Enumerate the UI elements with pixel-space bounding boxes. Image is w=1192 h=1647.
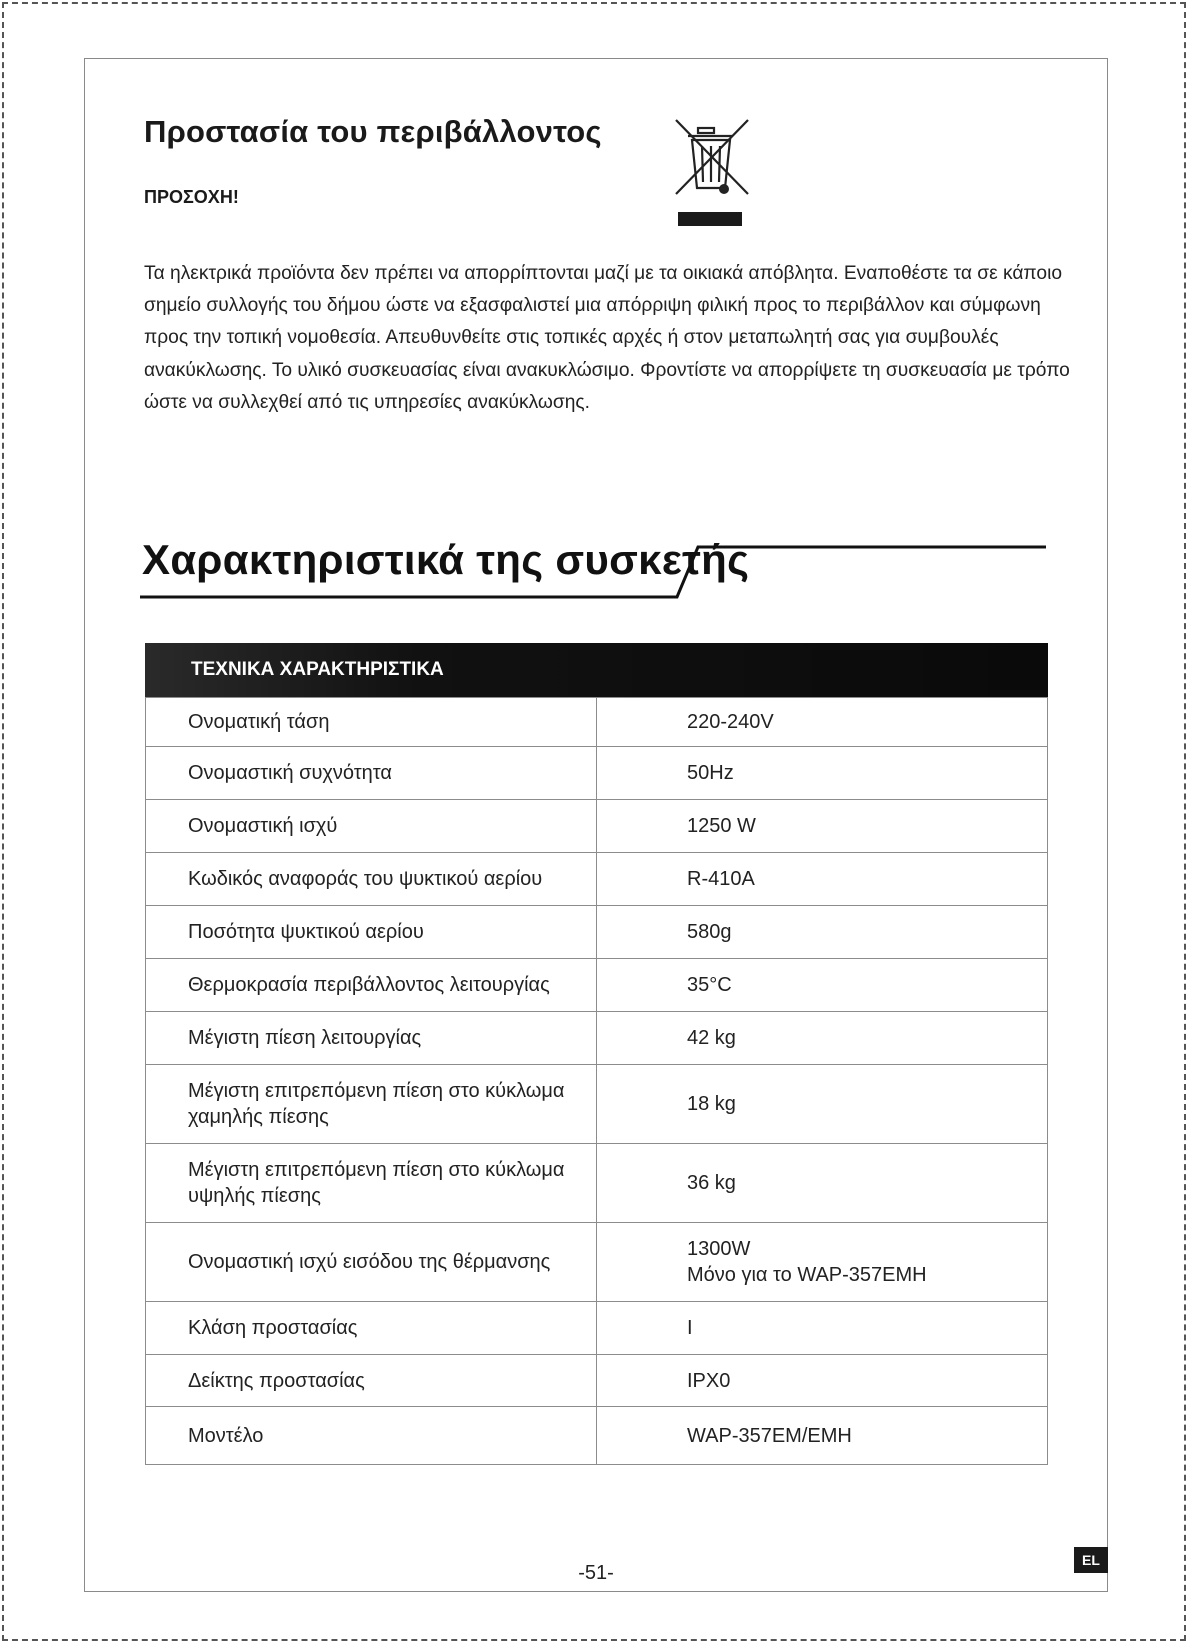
table-row (146, 1065, 1048, 1144)
row-value: 36 kg (597, 1144, 1048, 1223)
row-value: 42 kg (597, 1012, 1048, 1065)
caution-label: ΠΡΟΣΟΧΗ! (144, 187, 239, 207)
row-value: R-410A (597, 853, 1048, 906)
row-value: WAP-357EM/EMH (597, 1407, 1048, 1465)
row-value: IPX0 (597, 1355, 1048, 1407)
row-value-note: Μόνο για το WAP-357EMH (687, 1264, 927, 1286)
specs-table-header: ΤΕΧΝΙΚΑ ΧΑΡΑΚΤΗΡΙΣΤΙΚΑ (145, 643, 1048, 697)
environment-heading: Προστασία του περιβάλλοντος (144, 114, 602, 149)
row-label: Θερμοκρασία περιβάλλοντος λειτουργίας (146, 959, 597, 1012)
row-value: I (597, 1302, 1048, 1355)
heading-underline-decoration (140, 542, 1046, 600)
table-row (146, 1407, 1048, 1465)
row-label: Μέγιστη επιτρεπόμενη πίεση στο κύκλωμα υψηλής πίεσης (146, 1144, 597, 1223)
table-row (146, 1355, 1048, 1407)
row-label: Δείκτης προστασίας (146, 1355, 597, 1407)
row-label: Κωδικός αναφοράς του ψυκτικού αερίου (146, 853, 597, 906)
row-value: 1300W (687, 1238, 751, 1260)
row-label: Μοντέλο (146, 1407, 597, 1465)
row-value-cell (597, 1223, 1048, 1302)
specs-heading: Χαρακτηριστικά της συσκετής (142, 536, 750, 583)
row-value: 1250 W (597, 800, 1048, 853)
table-row (146, 906, 1048, 959)
environment-body-text: Τα ηλεκτρικά προϊόντα δεν πρέπει να απορρίπτονται μαζί με τα οικιακά απόβλητα. Εναποθέστε τα σε κάποιο σημείο συλλογής του δήμου ώστε να εξασφαλιστεί μια απόρριψη φιλική προς το περιβάλλον και σύμφωνη προς την τοπική νομοθεσία. Απευθυνθείτε στις τοπικές αρχές ή στον μεταπωλητή σας για συμβουλές ανακύκλωσης. Το υλικό συσκευασίας είναι ανακυκλώσιμο. Φροντίστε να απορρίψετε τη συσκευασία με τρόπο ώστε να συλλεχθεί από τις υπηρεσίες ανακύκλωσης. (144, 263, 1070, 413)
row-value: 580g (597, 906, 1048, 959)
row-label: Ονομαστική ισχύ (146, 800, 597, 853)
row-label: Ονοματική τάση (146, 698, 597, 747)
crossed-out-wheelie-bin-icon (672, 116, 754, 228)
page-number: -51- (578, 1562, 614, 1584)
row-label: Ποσότητα ψυκτικού αερίου (146, 906, 597, 959)
table-row (146, 800, 1048, 853)
row-value: 35°C (597, 959, 1048, 1012)
table-row (146, 959, 1048, 1012)
row-label: Ονομαστική ισχύ εισόδου της θέρμανσης (146, 1223, 597, 1302)
row-value: 220-240V (597, 698, 1048, 747)
language-badge: EL (1074, 1547, 1108, 1573)
table-row (146, 1012, 1048, 1065)
row-label: Κλάση προστασίας (146, 1302, 597, 1355)
row-label: Ονομαστική συχνότητα (146, 747, 597, 800)
row-label: Μέγιστη πίεση λειτουργίας (146, 1012, 597, 1065)
table-row (146, 747, 1048, 800)
row-label: Μέγιστη επιτρεπόμενη πίεση στο κύκλωμα χαμηλής πίεσης (146, 1065, 597, 1144)
table-row (146, 698, 1048, 747)
row-value: 50Hz (597, 747, 1048, 800)
row-value: 18 kg (597, 1065, 1048, 1144)
table-row (146, 1144, 1048, 1223)
specs-table (145, 697, 1048, 1465)
table-row (146, 853, 1048, 906)
table-row (146, 1302, 1048, 1355)
table-row (146, 1223, 1048, 1302)
